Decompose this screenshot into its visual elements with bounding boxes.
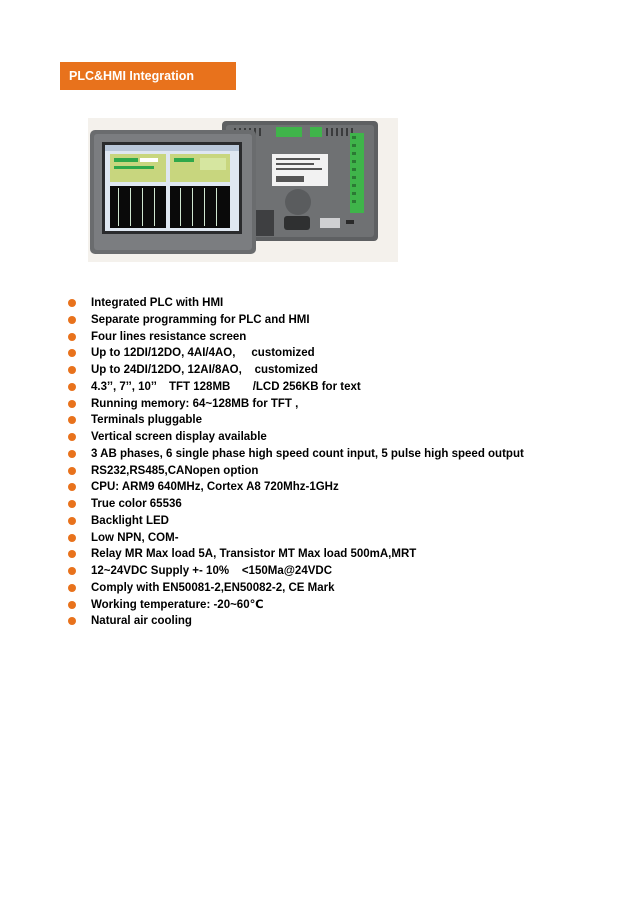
feature-item [68,295,524,312]
feature-item [68,429,524,446]
feature-item [68,496,524,513]
feature-text: Separate programming for PLC and HMI [91,313,310,326]
bullet-icon [68,500,76,508]
bullet-icon [68,366,76,374]
feature-item [68,613,524,630]
bullet-icon [68,617,76,625]
bullet-icon [68,416,76,424]
bullet-icon [68,299,76,307]
bullet-icon [68,550,76,558]
feature-item [68,329,524,346]
bullet-icon [68,433,76,441]
feature-item [68,546,524,563]
feature-item [68,412,524,429]
section-title-banner: PLC&HMI Integration Product [60,62,236,90]
bullet-icon [68,483,76,491]
feature-item [68,597,524,614]
bullet-icon [68,349,76,357]
feature-text: Working temperature: -20~60℃ [91,598,264,611]
feature-text: 4.3’’, 7’’, 10’’ TFT 128MB /LCD 256KB for text [91,380,361,393]
feature-text: Terminals pluggable [91,414,202,427]
bullet-icon [68,601,76,609]
product-front-view [90,130,256,254]
bullet-icon [68,333,76,341]
feature-item [68,530,524,547]
bullet-icon [68,534,76,542]
bullet-icon [68,450,76,458]
feature-text: RS232,RS485,CANopen option [91,464,259,477]
bullet-icon [68,400,76,408]
bullet-icon [68,383,76,391]
bullet-icon [68,467,76,475]
feature-text: Four lines resistance screen [91,330,247,343]
feature-item [68,463,524,480]
bullet-icon [68,567,76,575]
feature-list [68,295,524,630]
bullet-icon [68,316,76,324]
feature-text: Up to 24DI/12DO, 12AI/8AO, customized [91,364,318,376]
feature-text: Running memory: 64~128MB for TFT , [91,397,299,410]
bullet-icon [68,584,76,592]
feature-text: Low NPN, COM- [91,531,179,544]
feature-text: CPU: ARM9 640MHz, Cortex A8 720Mhz-1GHz [91,481,339,494]
feature-text: Integrated PLC with HMI [91,297,224,309]
feature-text: 12~24VDC Supply +- 10% <150Ma@24VDC [91,565,333,577]
product-image [88,118,398,262]
feature-item [68,446,524,463]
feature-item [68,580,524,597]
feature-item [68,362,524,379]
feature-text: Vertical screen display available [91,431,267,443]
feature-text: Relay MR Max load 5A, Transistor MT Max load 500mA,MRT [91,548,417,561]
feature-item [68,479,524,496]
feature-text: 3 AB phases, 6 single phase high speed count input, 5 pulse high speed output [91,447,524,460]
feature-item [68,396,524,413]
feature-item [68,312,524,329]
feature-text: Backlight LED [91,514,169,527]
feature-text: Up to 12DI/12DO, 4AI/4AO, customized [91,347,315,360]
feature-text: Natural air cooling [91,615,192,628]
feature-item [68,563,524,580]
feature-item [68,379,524,396]
bullet-icon [68,517,76,525]
feature-text: Comply with EN50081-2,EN50082-2, CE Mark [91,581,335,594]
feature-text: True color 65536 [91,498,182,510]
feature-item [68,513,524,530]
feature-item [68,345,524,362]
